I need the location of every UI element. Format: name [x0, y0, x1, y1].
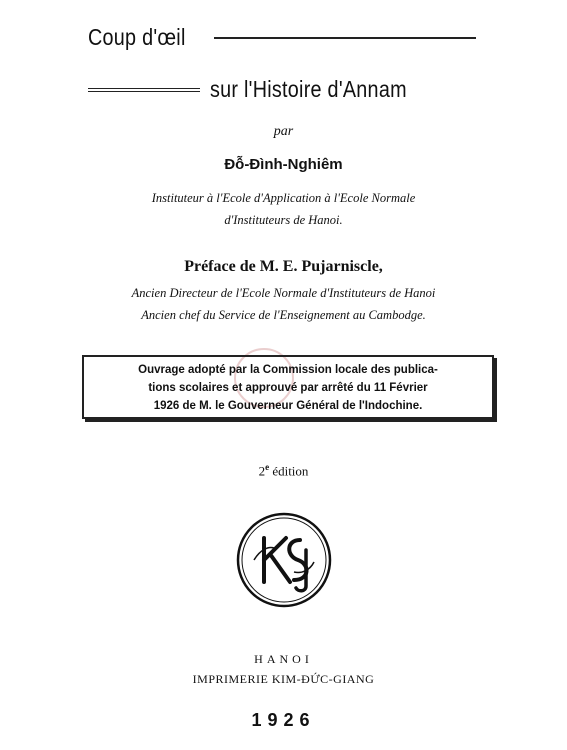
- imprint-city: HANOI: [254, 652, 313, 666]
- notice-line-2: tions scolaires et approuvé par arrêté du 11 Février: [148, 382, 428, 394]
- author-affiliation-2: d'Instituteurs de Hanoi.: [224, 213, 343, 227]
- imprint-printer: IMPRIMERIE KIM-ĐỨC-GIANG: [192, 672, 375, 686]
- author-affiliation-1: Instituteur à l'Ecole d'Application à l'Ecole Normale: [151, 191, 416, 205]
- edition-number: 2: [258, 463, 266, 479]
- title-rule-right: [214, 37, 476, 39]
- edition-suffix: e: [265, 462, 270, 472]
- edition-label: [0, 462, 567, 479]
- by-label: par: [273, 124, 294, 139]
- title-line-2: sur l'Histoire d'Annam: [210, 76, 407, 102]
- author-name: Đỗ-Đình-Nghiêm: [224, 156, 343, 173]
- title-rule-left: [88, 88, 200, 92]
- preface-credential-2: Ancien chef du Service de l'Enseignement au Cambodge.: [141, 308, 426, 322]
- notice-line-3: 1926 de M. le Gouverneur Général de l'Indochine.: [153, 400, 423, 412]
- imprint-year: 1926: [251, 710, 316, 730]
- preface-credential-1: Ancien Directeur de l'Ecole Normale d'Instituteurs de Hanoi: [131, 286, 436, 300]
- title-line-1: Coup d'œil: [88, 24, 186, 50]
- preface-heading: Préface de M. E. Pujarniscle,: [184, 258, 383, 275]
- approval-notice: [82, 355, 494, 419]
- notice-line-1: Ouvrage adopté par la Commission locale des publica-: [138, 364, 438, 376]
- edition-word: édition: [272, 463, 309, 479]
- publisher-monogram-logo: [234, 510, 334, 610]
